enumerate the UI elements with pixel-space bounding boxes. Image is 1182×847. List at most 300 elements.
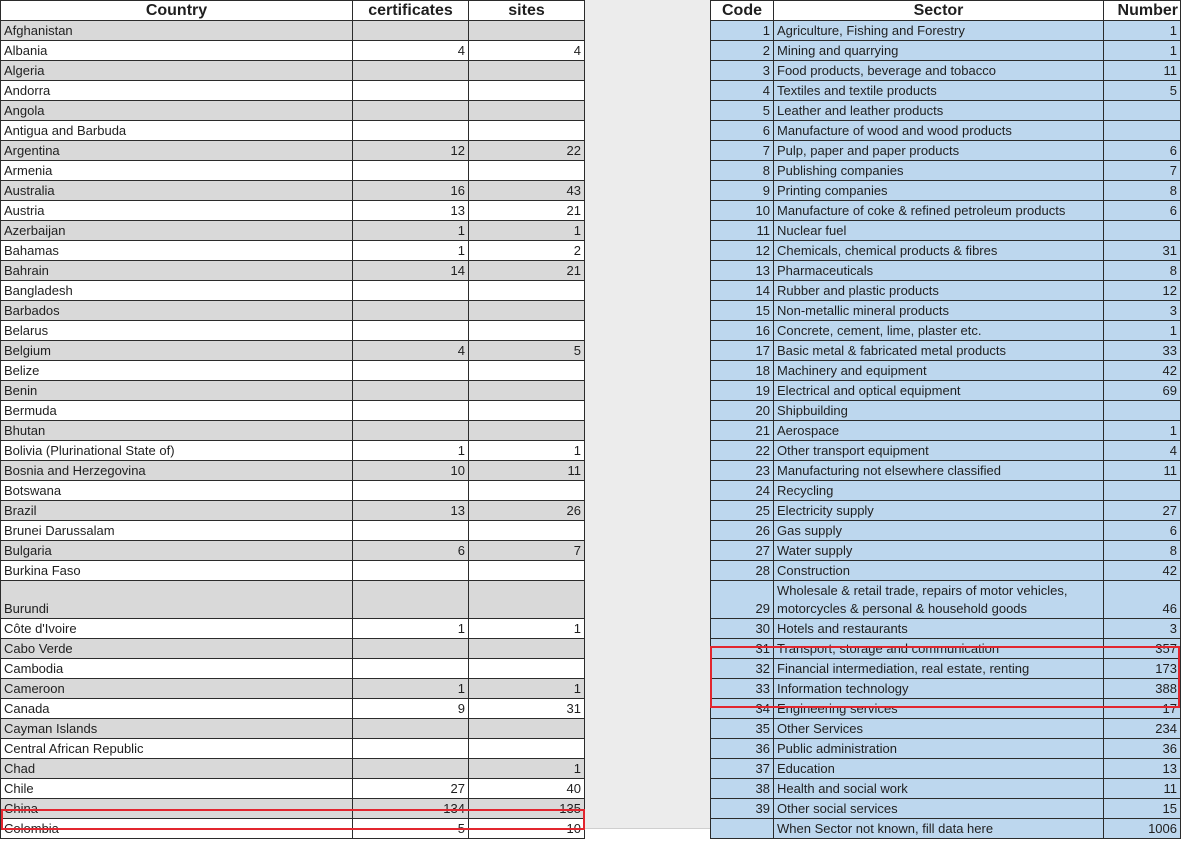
code-cell[interactable]: 34: [711, 699, 774, 719]
country-cell[interactable]: Austria: [1, 201, 353, 221]
code-cell[interactable]: 10: [711, 201, 774, 221]
sector-row: [711, 541, 1181, 561]
sites-cell[interactable]: [469, 581, 585, 619]
sector-row: [711, 81, 1181, 101]
code-cell[interactable]: 1: [711, 21, 774, 41]
certificates-cell[interactable]: 1: [353, 679, 469, 699]
sites-cell[interactable]: [469, 421, 585, 441]
sector-column-header[interactable]: Sector: [774, 1, 1104, 21]
country-cell[interactable]: China: [1, 799, 353, 819]
certificates-cell[interactable]: 4: [353, 41, 469, 61]
sector-row: [711, 41, 1181, 61]
certificates-cell[interactable]: 14: [353, 261, 469, 281]
country-cell[interactable]: Botswana: [1, 481, 353, 501]
country-row: [1, 241, 585, 261]
sector-row: [711, 321, 1181, 341]
sites-cell[interactable]: 21: [469, 261, 585, 281]
sector-cell[interactable]: Aerospace: [774, 421, 1104, 441]
sheet-gap-bottom: [584, 828, 710, 847]
number-cell[interactable]: 1006: [1104, 819, 1181, 839]
code-cell[interactable]: [711, 819, 774, 839]
code-cell[interactable]: 39: [711, 799, 774, 819]
sector-cell[interactable]: Electrical and optical equipment: [774, 381, 1104, 401]
country-cell[interactable]: Bahamas: [1, 241, 353, 261]
sites-cell[interactable]: [469, 639, 585, 659]
sites-cell[interactable]: 1: [469, 619, 585, 639]
code-cell[interactable]: 29: [711, 581, 774, 619]
country-row: [1, 719, 585, 739]
sector-cell[interactable]: Other Services: [774, 719, 1104, 739]
certificates-cell[interactable]: [353, 81, 469, 101]
sites-cell[interactable]: [469, 161, 585, 181]
sites-cell[interactable]: [469, 719, 585, 739]
number-cell[interactable]: 8: [1104, 541, 1181, 561]
code-cell[interactable]: 23: [711, 461, 774, 481]
code-cell[interactable]: 8: [711, 161, 774, 181]
sector-cell[interactable]: Agriculture, Fishing and Forestry: [774, 21, 1104, 41]
code-cell[interactable]: 3: [711, 61, 774, 81]
number-cell[interactable]: 15: [1104, 799, 1181, 819]
country-cell[interactable]: Bermuda: [1, 401, 353, 421]
sites-cell[interactable]: [469, 739, 585, 759]
sites-cell[interactable]: 2: [469, 241, 585, 261]
code-cell[interactable]: 4: [711, 81, 774, 101]
country-cell[interactable]: Central African Republic: [1, 739, 353, 759]
number-cell[interactable]: 1: [1104, 321, 1181, 341]
certificates-cell[interactable]: [353, 21, 469, 41]
country-row: [1, 381, 585, 401]
sites-cell[interactable]: [469, 81, 585, 101]
sector-cell[interactable]: Manufacturing not elsewhere classified: [774, 461, 1104, 481]
sector-cell[interactable]: Rubber and plastic products: [774, 281, 1104, 301]
sites-cell[interactable]: 1: [469, 679, 585, 699]
country-cell[interactable]: Chile: [1, 779, 353, 799]
sites-cell[interactable]: [469, 301, 585, 321]
code-cell[interactable]: 6: [711, 121, 774, 141]
certificates-cell[interactable]: 13: [353, 201, 469, 221]
number-cell[interactable]: 4: [1104, 441, 1181, 461]
code-cell[interactable]: 32: [711, 659, 774, 679]
sites-cell[interactable]: [469, 659, 585, 679]
number-cell[interactable]: 357: [1104, 639, 1181, 659]
country-row: [1, 481, 585, 501]
code-cell[interactable]: 24: [711, 481, 774, 501]
code-cell[interactable]: 38: [711, 779, 774, 799]
certificates-cell[interactable]: 1: [353, 221, 469, 241]
sector-cell[interactable]: Education: [774, 759, 1104, 779]
sites-cell[interactable]: 1: [469, 441, 585, 461]
sector-row: [711, 101, 1181, 121]
code-cell[interactable]: 11: [711, 221, 774, 241]
code-cell[interactable]: 35: [711, 719, 774, 739]
sites-cell[interactable]: 22: [469, 141, 585, 161]
code-cell[interactable]: 2: [711, 41, 774, 61]
country-row: [1, 461, 585, 481]
certificates-cell[interactable]: 1: [353, 619, 469, 639]
code-cell[interactable]: 28: [711, 561, 774, 581]
number-cell[interactable]: 17: [1104, 699, 1181, 719]
number-cell[interactable]: 8: [1104, 261, 1181, 281]
number-cell[interactable]: 1: [1104, 41, 1181, 61]
country-cell[interactable]: Angola: [1, 101, 353, 121]
number-cell[interactable]: 36: [1104, 739, 1181, 759]
sites-cell[interactable]: [469, 121, 585, 141]
country-cell[interactable]: Belgium: [1, 341, 353, 361]
country-row: [1, 779, 585, 799]
country-cell[interactable]: Antigua and Barbuda: [1, 121, 353, 141]
sector-row: [711, 619, 1181, 639]
sector-cell[interactable]: Health and social work: [774, 779, 1104, 799]
sector-cell[interactable]: Pharmaceuticals: [774, 261, 1104, 281]
sector-cell[interactable]: Manufacture of coke & refined petroleum products: [774, 201, 1104, 221]
certificates-cell[interactable]: [353, 659, 469, 679]
sites-cell[interactable]: 11: [469, 461, 585, 481]
country-cell[interactable]: Côte d'Ivoire: [1, 619, 353, 639]
country-row: [1, 101, 585, 121]
number-cell[interactable]: 13: [1104, 759, 1181, 779]
code-cell[interactable]: 21: [711, 421, 774, 441]
number-cell[interactable]: 3: [1104, 301, 1181, 321]
code-cell[interactable]: 7: [711, 141, 774, 161]
sites-cell[interactable]: [469, 281, 585, 301]
sector-row: [711, 361, 1181, 381]
sector-cell[interactable]: When Sector not known, fill data here: [774, 819, 1104, 839]
certificates-cell[interactable]: [353, 161, 469, 181]
country-cell[interactable]: Cameroon: [1, 679, 353, 699]
number-cell[interactable]: [1104, 221, 1181, 241]
number-cell[interactable]: [1104, 481, 1181, 501]
number-cell[interactable]: 5: [1104, 81, 1181, 101]
sector-row: [711, 141, 1181, 161]
sector-cell[interactable]: Public administration: [774, 739, 1104, 759]
sites-cell[interactable]: 5: [469, 341, 585, 361]
certificates-cell[interactable]: [353, 759, 469, 779]
code-cell[interactable]: 16: [711, 321, 774, 341]
certificates-cell[interactable]: [353, 61, 469, 81]
country-row: [1, 739, 585, 759]
country-row: [1, 281, 585, 301]
certificates-cell[interactable]: 6: [353, 541, 469, 561]
certificates-cell[interactable]: 27: [353, 779, 469, 799]
country-cell[interactable]: Bolivia (Plurinational State of): [1, 441, 353, 461]
country-cell[interactable]: Burkina Faso: [1, 561, 353, 581]
certificates-cell[interactable]: [353, 719, 469, 739]
country-cell[interactable]: Canada: [1, 699, 353, 719]
number-cell[interactable]: 173: [1104, 659, 1181, 679]
number-cell[interactable]: 388: [1104, 679, 1181, 699]
country-cell[interactable]: Belarus: [1, 321, 353, 341]
sector-cell[interactable]: Pulp, paper and paper products: [774, 141, 1104, 161]
certificates-cell[interactable]: [353, 481, 469, 501]
sector-row: [711, 739, 1181, 759]
country-cell[interactable]: Benin: [1, 381, 353, 401]
country-cell[interactable]: Cayman Islands: [1, 719, 353, 739]
sector-cell[interactable]: Food products, beverage and tobacco: [774, 61, 1104, 81]
sector-cell[interactable]: Recycling: [774, 481, 1104, 501]
code-cell[interactable]: 33: [711, 679, 774, 699]
country-row: [1, 561, 585, 581]
certificates-cell[interactable]: 1: [353, 241, 469, 261]
sites-cell[interactable]: [469, 321, 585, 341]
sector-row: [711, 521, 1181, 541]
number-cell[interactable]: 11: [1104, 779, 1181, 799]
sites-cell[interactable]: 4: [469, 41, 585, 61]
country-row: [1, 441, 585, 461]
certificates-cell[interactable]: 9: [353, 699, 469, 719]
sites-cell[interactable]: [469, 101, 585, 121]
country-row: [1, 21, 585, 41]
sector-row: [711, 421, 1181, 441]
certificates-cell[interactable]: 13: [353, 501, 469, 521]
sites-cell[interactable]: 21: [469, 201, 585, 221]
country-cell[interactable]: Belize: [1, 361, 353, 381]
certificates-cell[interactable]: 1: [353, 441, 469, 461]
sites-cell[interactable]: [469, 21, 585, 41]
country-row: [1, 81, 585, 101]
number-cell[interactable]: 234: [1104, 719, 1181, 739]
country-cell[interactable]: Brunei Darussalam: [1, 521, 353, 541]
sites-cell[interactable]: [469, 381, 585, 401]
country-cell[interactable]: Colombia: [1, 819, 353, 839]
sector-row: [711, 659, 1181, 679]
country-cell[interactable]: Burundi: [1, 581, 353, 619]
sector-row: [711, 61, 1181, 81]
certificates-cell[interactable]: [353, 101, 469, 121]
country-column-header[interactable]: Country: [1, 1, 353, 21]
sites-cell[interactable]: [469, 61, 585, 81]
sites-column-header[interactable]: sites: [469, 1, 585, 21]
certificates-cell[interactable]: [353, 421, 469, 441]
certificates-cell[interactable]: [353, 361, 469, 381]
country-certificates-table: [0, 0, 585, 839]
code-cell[interactable]: 12: [711, 241, 774, 261]
code-column-header[interactable]: Code: [711, 1, 774, 21]
sector-row: [711, 779, 1181, 799]
sector-cell[interactable]: Gas supply: [774, 521, 1104, 541]
sector-row: [711, 401, 1181, 421]
country-row: [1, 679, 585, 699]
country-cell[interactable]: Afghanistan: [1, 21, 353, 41]
sector-cell[interactable]: Other social services: [774, 799, 1104, 819]
number-cell[interactable]: 6: [1104, 201, 1181, 221]
code-cell[interactable]: 31: [711, 639, 774, 659]
sector-row: [711, 121, 1181, 141]
number-cell[interactable]: 42: [1104, 561, 1181, 581]
number-cell[interactable]: 46: [1104, 581, 1181, 619]
number-cell[interactable]: 69: [1104, 381, 1181, 401]
code-cell[interactable]: 15: [711, 301, 774, 321]
certificates-cell[interactable]: [353, 561, 469, 581]
number-cell[interactable]: 11: [1104, 461, 1181, 481]
number-cell[interactable]: 27: [1104, 501, 1181, 521]
sites-cell[interactable]: [469, 521, 585, 541]
certificates-column-header[interactable]: certificates: [353, 1, 469, 21]
sector-cell[interactable]: Other transport equipment: [774, 441, 1104, 461]
sites-cell[interactable]: 1: [469, 759, 585, 779]
sector-cell[interactable]: Shipbuilding: [774, 401, 1104, 421]
country-cell[interactable]: Cambodia: [1, 659, 353, 679]
certificates-cell[interactable]: 10: [353, 461, 469, 481]
sector-row: [711, 561, 1181, 581]
sites-cell[interactable]: [469, 481, 585, 501]
certificates-cell[interactable]: [353, 581, 469, 619]
country-row: [1, 619, 585, 639]
country-row: [1, 261, 585, 281]
sites-cell[interactable]: 40: [469, 779, 585, 799]
number-cell[interactable]: 7: [1104, 161, 1181, 181]
code-cell[interactable]: 22: [711, 441, 774, 461]
sector-row: [711, 759, 1181, 779]
sector-cell[interactable]: Leather and leather products: [774, 101, 1104, 121]
sites-cell[interactable]: [469, 401, 585, 421]
code-cell[interactable]: 37: [711, 759, 774, 779]
sites-cell[interactable]: 7: [469, 541, 585, 561]
certificates-cell[interactable]: [353, 121, 469, 141]
sector-cell[interactable]: Chemicals, chemical products & fibres: [774, 241, 1104, 261]
code-cell[interactable]: 13: [711, 261, 774, 281]
sector-cell[interactable]: Machinery and equipment: [774, 361, 1104, 381]
country-row: [1, 41, 585, 61]
certificates-cell[interactable]: [353, 321, 469, 341]
code-cell[interactable]: 18: [711, 361, 774, 381]
number-cell[interactable]: 1: [1104, 421, 1181, 441]
sector-cell[interactable]: Electricity supply: [774, 501, 1104, 521]
code-cell[interactable]: 9: [711, 181, 774, 201]
sector-cell[interactable]: Nuclear fuel: [774, 221, 1104, 241]
certificates-cell[interactable]: 16: [353, 181, 469, 201]
certificates-cell[interactable]: 4: [353, 341, 469, 361]
certificates-cell[interactable]: [353, 739, 469, 759]
certificates-cell[interactable]: [353, 381, 469, 401]
country-cell[interactable]: Australia: [1, 181, 353, 201]
certificates-cell[interactable]: [353, 639, 469, 659]
country-cell[interactable]: Bulgaria: [1, 541, 353, 561]
sector-row: [711, 221, 1181, 241]
sites-cell[interactable]: 26: [469, 501, 585, 521]
number-cell[interactable]: 8: [1104, 181, 1181, 201]
country-cell[interactable]: Armenia: [1, 161, 353, 181]
sites-cell[interactable]: 135: [469, 799, 585, 819]
code-cell[interactable]: 30: [711, 619, 774, 639]
certificates-cell[interactable]: [353, 521, 469, 541]
sites-cell[interactable]: 31: [469, 699, 585, 719]
country-cell[interactable]: Brazil: [1, 501, 353, 521]
code-cell[interactable]: 5: [711, 101, 774, 121]
sector-row: [711, 161, 1181, 181]
country-cell[interactable]: Bahrain: [1, 261, 353, 281]
country-cell[interactable]: Albania: [1, 41, 353, 61]
certificates-cell[interactable]: 12: [353, 141, 469, 161]
code-cell[interactable]: 17: [711, 341, 774, 361]
sector-cell[interactable]: Construction: [774, 561, 1104, 581]
number-cell[interactable]: 11: [1104, 61, 1181, 81]
sector-row: [711, 461, 1181, 481]
country-cell[interactable]: Azerbaijan: [1, 221, 353, 241]
code-cell[interactable]: 26: [711, 521, 774, 541]
number-cell[interactable]: [1104, 121, 1181, 141]
country-cell[interactable]: Barbados: [1, 301, 353, 321]
sites-cell[interactable]: 10: [469, 819, 585, 839]
sector-table-header-row: [711, 1, 1181, 21]
certificates-cell[interactable]: [353, 281, 469, 301]
sector-cell[interactable]: Transport, storage and communication: [774, 639, 1104, 659]
number-cell[interactable]: 6: [1104, 521, 1181, 541]
code-cell[interactable]: 27: [711, 541, 774, 561]
sector-cell[interactable]: Financial intermediation, real estate, renting: [774, 659, 1104, 679]
certificates-cell[interactable]: [353, 401, 469, 421]
country-row: [1, 659, 585, 679]
certificates-cell[interactable]: 5: [353, 819, 469, 839]
sector-cell[interactable]: Hotels and restaurants: [774, 619, 1104, 639]
sector-cell[interactable]: Mining and quarrying: [774, 41, 1104, 61]
sector-cell[interactable]: Manufacture of wood and wood products: [774, 121, 1104, 141]
country-row: [1, 361, 585, 381]
sector-cell[interactable]: Basic metal & fabricated metal products: [774, 341, 1104, 361]
code-cell[interactable]: 36: [711, 739, 774, 759]
country-cell[interactable]: Algeria: [1, 61, 353, 81]
number-cell[interactable]: 31: [1104, 241, 1181, 261]
sheet-gap: [584, 0, 710, 846]
code-cell[interactable]: 20: [711, 401, 774, 421]
number-cell[interactable]: [1104, 401, 1181, 421]
number-cell[interactable]: 3: [1104, 619, 1181, 639]
sites-cell[interactable]: 43: [469, 181, 585, 201]
sector-row: [711, 301, 1181, 321]
sector-row: [711, 381, 1181, 401]
country-cell[interactable]: Chad: [1, 759, 353, 779]
sector-cell[interactable]: Non-metallic mineral products: [774, 301, 1104, 321]
country-cell[interactable]: Bosnia and Herzegovina: [1, 461, 353, 481]
number-cell[interactable]: 33: [1104, 341, 1181, 361]
sector-cell[interactable]: Textiles and textile products: [774, 81, 1104, 101]
number-cell[interactable]: 12: [1104, 281, 1181, 301]
code-cell[interactable]: 25: [711, 501, 774, 521]
sites-cell[interactable]: [469, 361, 585, 381]
sector-cell[interactable]: Water supply: [774, 541, 1104, 561]
country-cell[interactable]: Argentina: [1, 141, 353, 161]
country-cell[interactable]: Bangladesh: [1, 281, 353, 301]
number-cell[interactable]: 6: [1104, 141, 1181, 161]
country-row: [1, 121, 585, 141]
country-row: [1, 221, 585, 241]
sites-cell[interactable]: [469, 561, 585, 581]
number-cell[interactable]: [1104, 101, 1181, 121]
country-row: [1, 61, 585, 81]
number-cell[interactable]: 42: [1104, 361, 1181, 381]
country-row: [1, 201, 585, 221]
country-cell[interactable]: Cabo Verde: [1, 639, 353, 659]
country-table-header-row: [1, 1, 585, 21]
sector-cell[interactable]: Information technology: [774, 679, 1104, 699]
sector-cell[interactable]: Wholesale & retail trade, repairs of motor vehicles, motorcycles & personal & household goods: [774, 581, 1104, 619]
country-cell[interactable]: Andorra: [1, 81, 353, 101]
sites-cell[interactable]: 1: [469, 221, 585, 241]
sector-row: [711, 699, 1181, 719]
sector-cell[interactable]: Engineering services: [774, 699, 1104, 719]
code-cell[interactable]: 14: [711, 281, 774, 301]
sector-cell[interactable]: Concrete, cement, lime, plaster etc.: [774, 321, 1104, 341]
sector-row: [711, 261, 1181, 281]
country-row: [1, 521, 585, 541]
number-column-header[interactable]: Number: [1104, 1, 1181, 21]
sector-cell[interactable]: Publishing companies: [774, 161, 1104, 181]
code-cell[interactable]: 19: [711, 381, 774, 401]
number-cell[interactable]: 1: [1104, 21, 1181, 41]
country-cell[interactable]: Bhutan: [1, 421, 353, 441]
certificates-cell[interactable]: 134: [353, 799, 469, 819]
sector-cell[interactable]: Printing companies: [774, 181, 1104, 201]
certificates-cell[interactable]: [353, 301, 469, 321]
